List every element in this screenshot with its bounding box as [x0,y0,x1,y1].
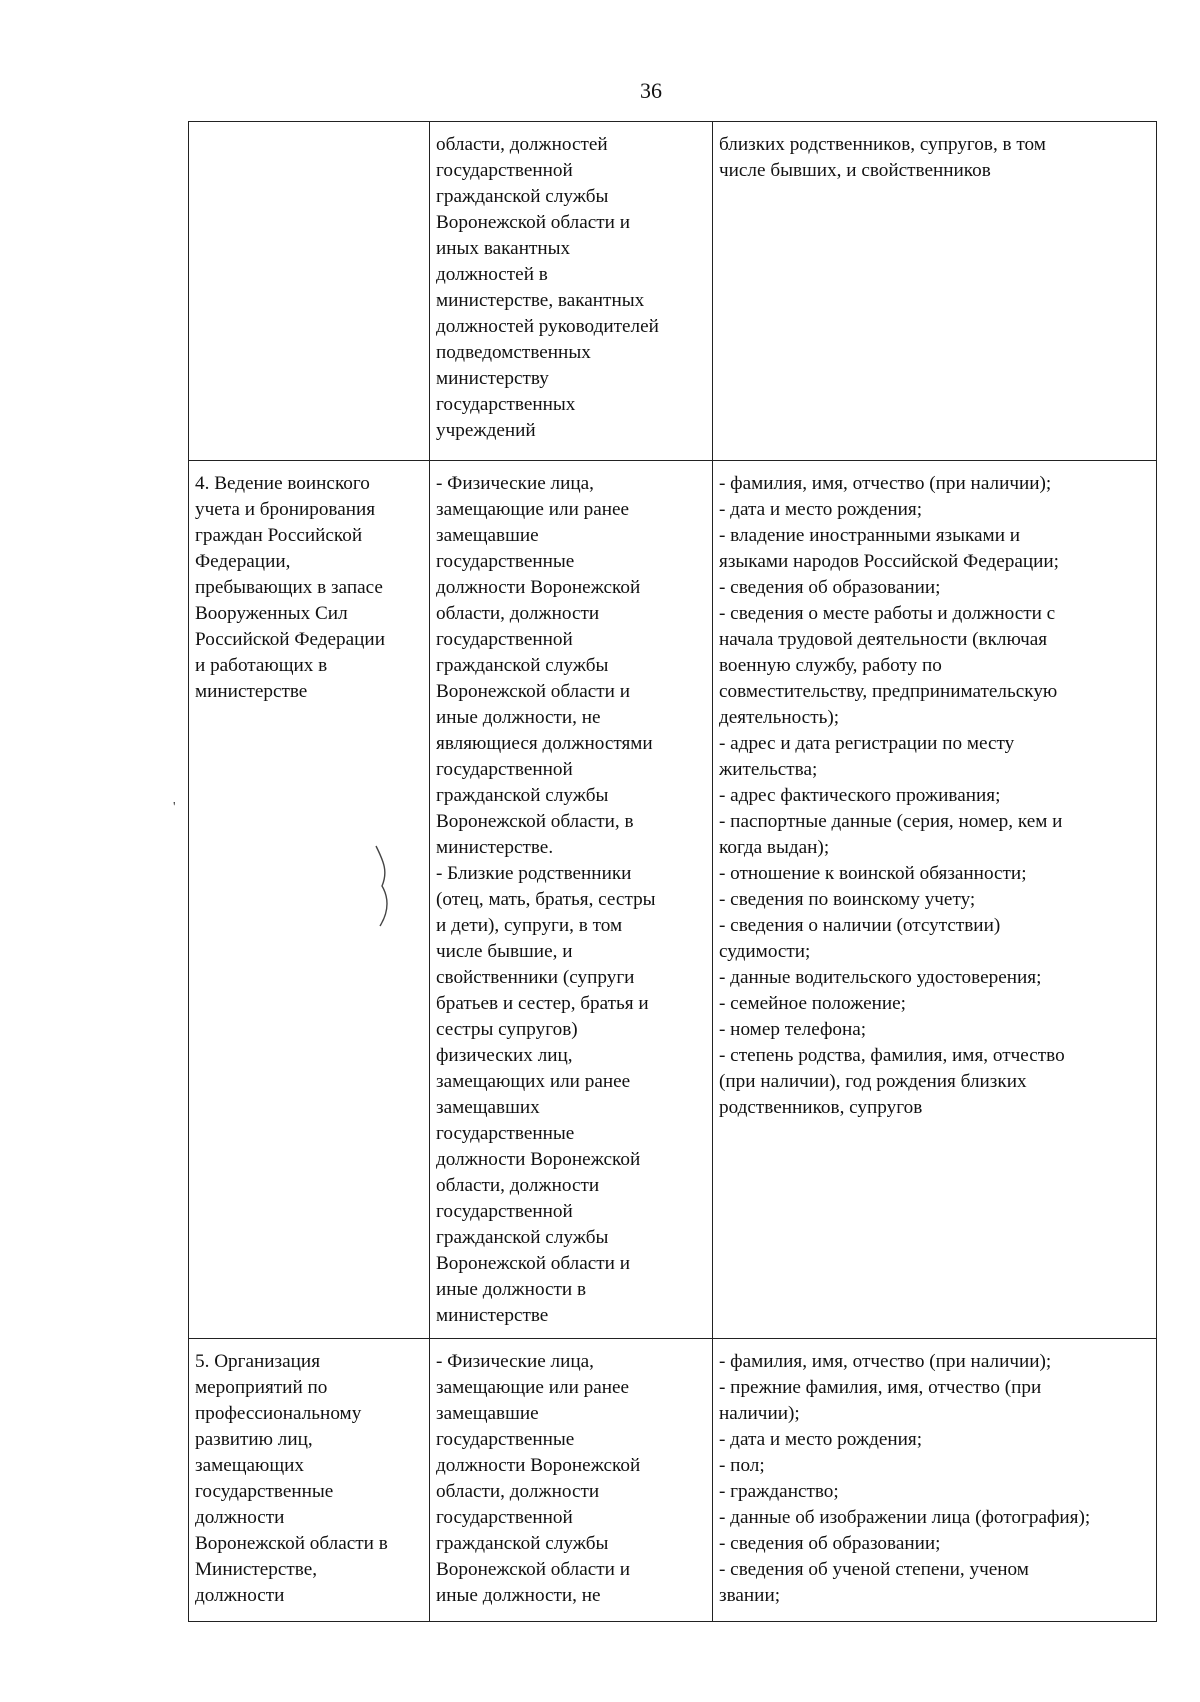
purpose-cell: 4. Ведение воинского учета и бронирования граждан Российской Федерации, пребывающих в запасе Вооруженных Сил Российской Федерации и работающих в министерстве [189,461,430,1339]
table-row [189,461,1157,1339]
data-categories-cell: - фамилия, имя, отчество (при наличии); - дата и место рождения; - владение иностранными языками и языками народов Российской Федерации; - сведения об образовании; - сведения о месте работы и должности с начала трудовой деятельности (включая военную службу, работу по совместительству, предпринимательскую деятельность); - адрес и дата регистрации по месту жительства; - адрес фактического проживания; - паспортные данные (серия, номер, кем и когда выдан); - отношение к воинской обязанности; - сведения по воинскому учету; - сведения о наличии (отсутствии) судимости; - данные водительского удостоверения; - семейное положение; - номер телефона; - степень родства, фамилия, имя, отчество (при наличии), год рождения близких родственников, супругов [713,461,1157,1339]
purpose-cell [189,122,430,461]
subjects-cell: - Физические лица, замещающие или ранее замещавшие государственные должности Воронежской области, должности государственной гражданской службы Воронежской области и иные должности, не являющиеся должностями государственной гражданской службы Воронежской области, в министерстве. - Близкие родственники (отец, мать, братья, сестры и дети), супруги, в том числе бывшие, и свойственники (супруги братьев и сестер, братья и сестры супругов) физических лиц, замещающих или ранее замещавших государственные должности Воронежской области, должности государственной гражданской службы Воронежской области и иные должности в министерстве [430,461,713,1339]
data-categories-cell: - фамилия, имя, отчество (при наличии); - прежние фамилия, имя, отчество (при наличии); - дата и место рождения; - пол; - гражданство; - данные об изображении лица (фотография); - сведения об образовании; - сведения об ученой степени, ученом звании; [713,1339,1157,1622]
data-categories-cell: близких родственников, супругов, в том числе бывших, и свойственников [713,122,1157,461]
subjects-cell: - Физические лица, замещающие или ранее замещавшие государственные должности Воронежской области, должности государственной гражданской службы Воронежской области и иные должности, не [430,1339,713,1622]
data-processing-table [188,121,1157,1622]
page-number: 36 [640,78,662,103]
scan-mark: ' [173,800,176,815]
purpose-cell: 5. Организация мероприятий по профессиональному развитию лиц, замещающих государственные должности Воронежской области в Министерстве, должности [189,1339,430,1622]
table-row [189,122,1157,461]
table-row [189,1339,1157,1622]
subjects-cell: области, должностей государственной гражданской службы Воронежской области и иных вакантных должностей в министерстве, вакантных должностей руководителей подведомственных министерству государственных учреждений [430,122,713,461]
